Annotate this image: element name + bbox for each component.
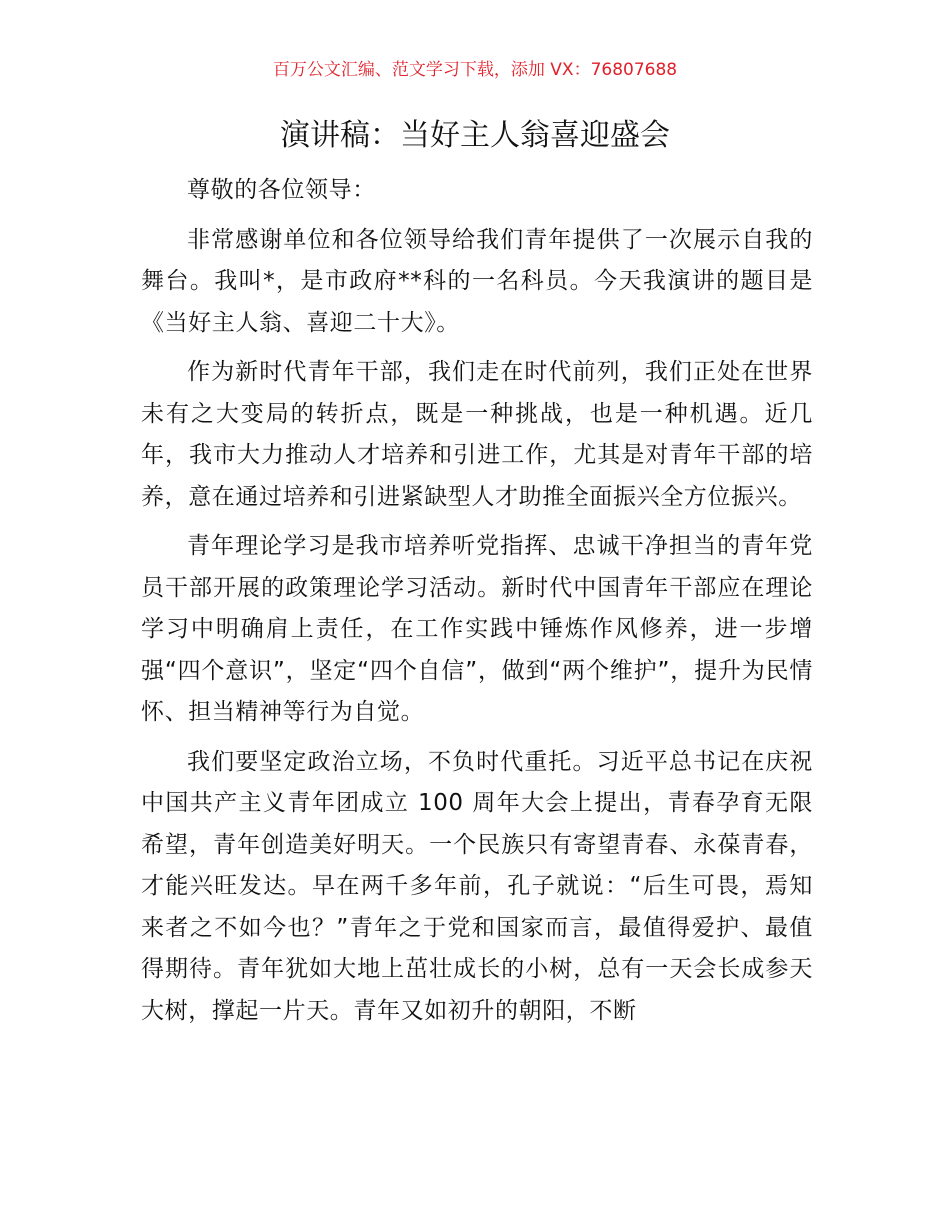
document-body xyxy=(141,170,813,1040)
paragraph-2: 作为新时代青年干部，我们走在时代前列，我们正处在世界未有之大变局的转折点，既是一种挑战，也是一种机遇。近几年，我市大力推动人才培养和引进工作，尤其是对青年干部的培养，意在通过培养和引进紧缺型人才助推全面振兴全方位振兴。 xyxy=(141,359,813,510)
salutation: 尊敬的各位领导： xyxy=(187,177,376,203)
paragraph-4: 我们要坚定政治立场，不负时代重托。习近平总书记在庆祝中国共产主义青年团成立 100 周年大会上提出，青春孕育无限希望，青年创造美好明天。一个民族只有寄望青春、永葆青春，才能兴旺发达。早在两千多年前，孔子就说：“后生可畏，焉知来者之不如今也？”青年之于党和国家而言，最值得爱护、最值得期待。青年犹如大地上茁壮成长的小树，总有一天会长成参天大树，撑起一片天。青年又如初升的朝阳，不断 xyxy=(141,748,813,1024)
paragraph-3: 青年理论学习是我市培养听党指挥、忠诚干净担当的青年党员干部开展的政策理论学习活动。新时代中国青年干部应在理论学习中明确肩上责任，在工作实践中锤炼作风修养，进一步增强“四个意识”，坚定“四个自信”，做到“两个维护”，提升为民情怀、担当精神等行为自觉。 xyxy=(141,533,813,725)
paragraph-1: 非常感谢单位和各位领导给我们青年提供了一次展示自我的舞台。我叫*，是市政府**科的一名科员。今天我演讲的题目是《当好主人翁、喜迎二十大》。 xyxy=(141,226,813,336)
header-banner: 百万公文汇编、范文学习下载，添加 VX：76807688 xyxy=(272,60,678,80)
page-title: 演讲稿：当好主人翁喜迎盛会 xyxy=(280,118,670,153)
